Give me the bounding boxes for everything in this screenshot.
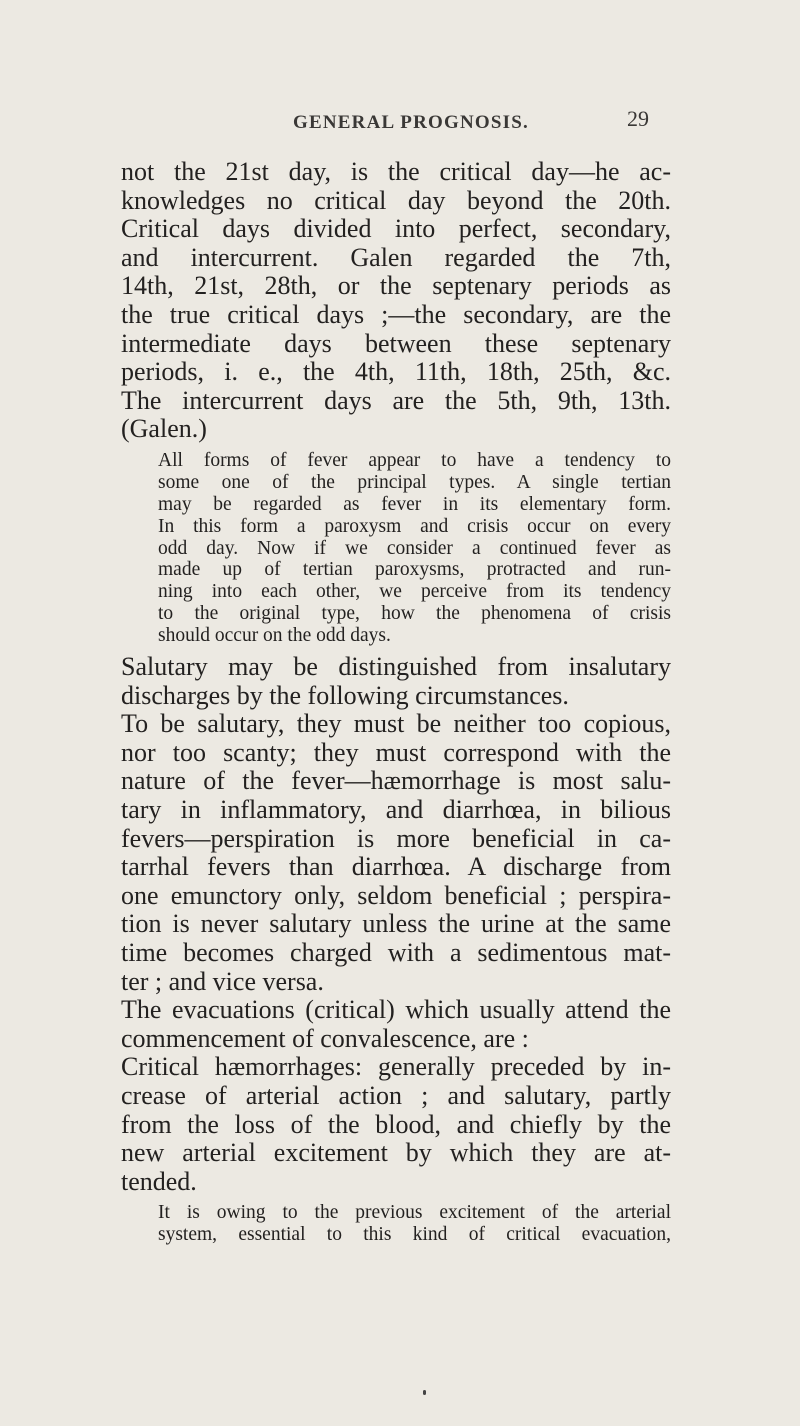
text-line: 14th, 21st, 28th, or the septenary periods as — [121, 271, 671, 301]
text-line: and intercurrent. Galen regarded the 7th, — [121, 242, 671, 272]
paragraph-evacuations — [121, 996, 671, 1053]
text-line: may be regarded as fever in its elementary form. — [158, 493, 671, 515]
paragraph-critical-days — [121, 158, 671, 444]
text-line: The evacuations (critical) which usually attend the — [121, 995, 671, 1025]
text-line: It is owing to the previous excitement of the arterial — [158, 1202, 671, 1224]
text-line: periods, i. e., the 4th, 11th, 18th, 25th, &c. — [121, 357, 671, 387]
text-line: Salutary may be distinguished from insalutary — [121, 652, 671, 682]
text-line: commencement of convalescence, are : — [121, 1023, 529, 1053]
text-line: In this form a paroxysm and crisis occur on every — [158, 515, 671, 537]
text-line: tended. — [121, 1166, 197, 1196]
text-line: the true critical days ;—the secondary, are the — [121, 299, 671, 329]
note-arterial — [121, 1202, 671, 1246]
text-line: system, essential to this kind of critical evacuation, — [158, 1224, 671, 1246]
text-line: fevers—perspiration is more beneficial in ca- — [121, 823, 671, 853]
text-line: made up of tertian paroxysms, protracted and run- — [158, 559, 671, 581]
print-mark — [423, 1390, 426, 1395]
text-line: nature of the fever—hæmorrhage is most salu- — [121, 766, 671, 796]
paragraph-haemorrhages — [121, 1053, 671, 1196]
text-line: Critical days divided into perfect, secondary, — [121, 214, 671, 244]
note-tertian — [121, 450, 671, 647]
text-line: intermediate days between these septenary — [121, 328, 671, 358]
text-line: To be salutary, they must be neither too copious, — [121, 709, 671, 739]
page-header — [0, 106, 800, 142]
text-line: tarrhal fevers than diarrhœa. A discharge from — [121, 852, 671, 882]
text-line: to the original type, how the phenomena of crisis — [158, 603, 671, 625]
text-line: The intercurrent days are the 5th, 9th, 13th. — [121, 385, 671, 415]
page-number: 29 — [627, 106, 649, 131]
text-line: nor too scanty; they must correspond with the — [121, 737, 671, 767]
text-line: some one of the principal types. A single tertian — [158, 471, 671, 493]
text-line: knowledges no critical day beyond the 20th. — [121, 185, 671, 215]
text-line: tary in inflammatory, and diarrhœa, in bilious — [121, 795, 671, 825]
text-line: discharges by the following circumstances. — [121, 680, 569, 710]
text-line: time becomes charged with a sedimentous mat- — [121, 938, 671, 968]
text-line: Critical hæmorrhages: generally preceded by in- — [121, 1052, 671, 1082]
text-line: new arterial excitement by which they are at- — [121, 1138, 671, 1168]
text-line: All forms of fever appear to have a tendency to — [158, 449, 671, 471]
text-line: from the loss of the blood, and chiefly by the — [121, 1109, 671, 1139]
text-line: ter ; and vice versa. — [121, 966, 324, 996]
paragraph-conditions — [121, 710, 671, 996]
text-line: odd day. Now if we consider a continued fever as — [158, 537, 671, 559]
text-line: ning into each other, we perceive from its tendency — [158, 581, 671, 603]
text-line: should occur on the odd days. — [158, 625, 391, 647]
text-line: not the 21st day, is the critical day—he ac- — [121, 157, 671, 186]
text-line: one emunctory only, seldom beneficial ; perspira- — [121, 880, 671, 910]
text-line: (Galen.) — [121, 414, 207, 444]
paragraph-salutary — [121, 653, 671, 710]
running-title: GENERAL PROGNOSIS. — [293, 112, 529, 133]
text-line: tion is never salutary unless the urine at the same — [121, 909, 671, 939]
text-line: crease of arterial action ; and salutary, partly — [121, 1081, 671, 1110]
body-text — [121, 158, 671, 1252]
